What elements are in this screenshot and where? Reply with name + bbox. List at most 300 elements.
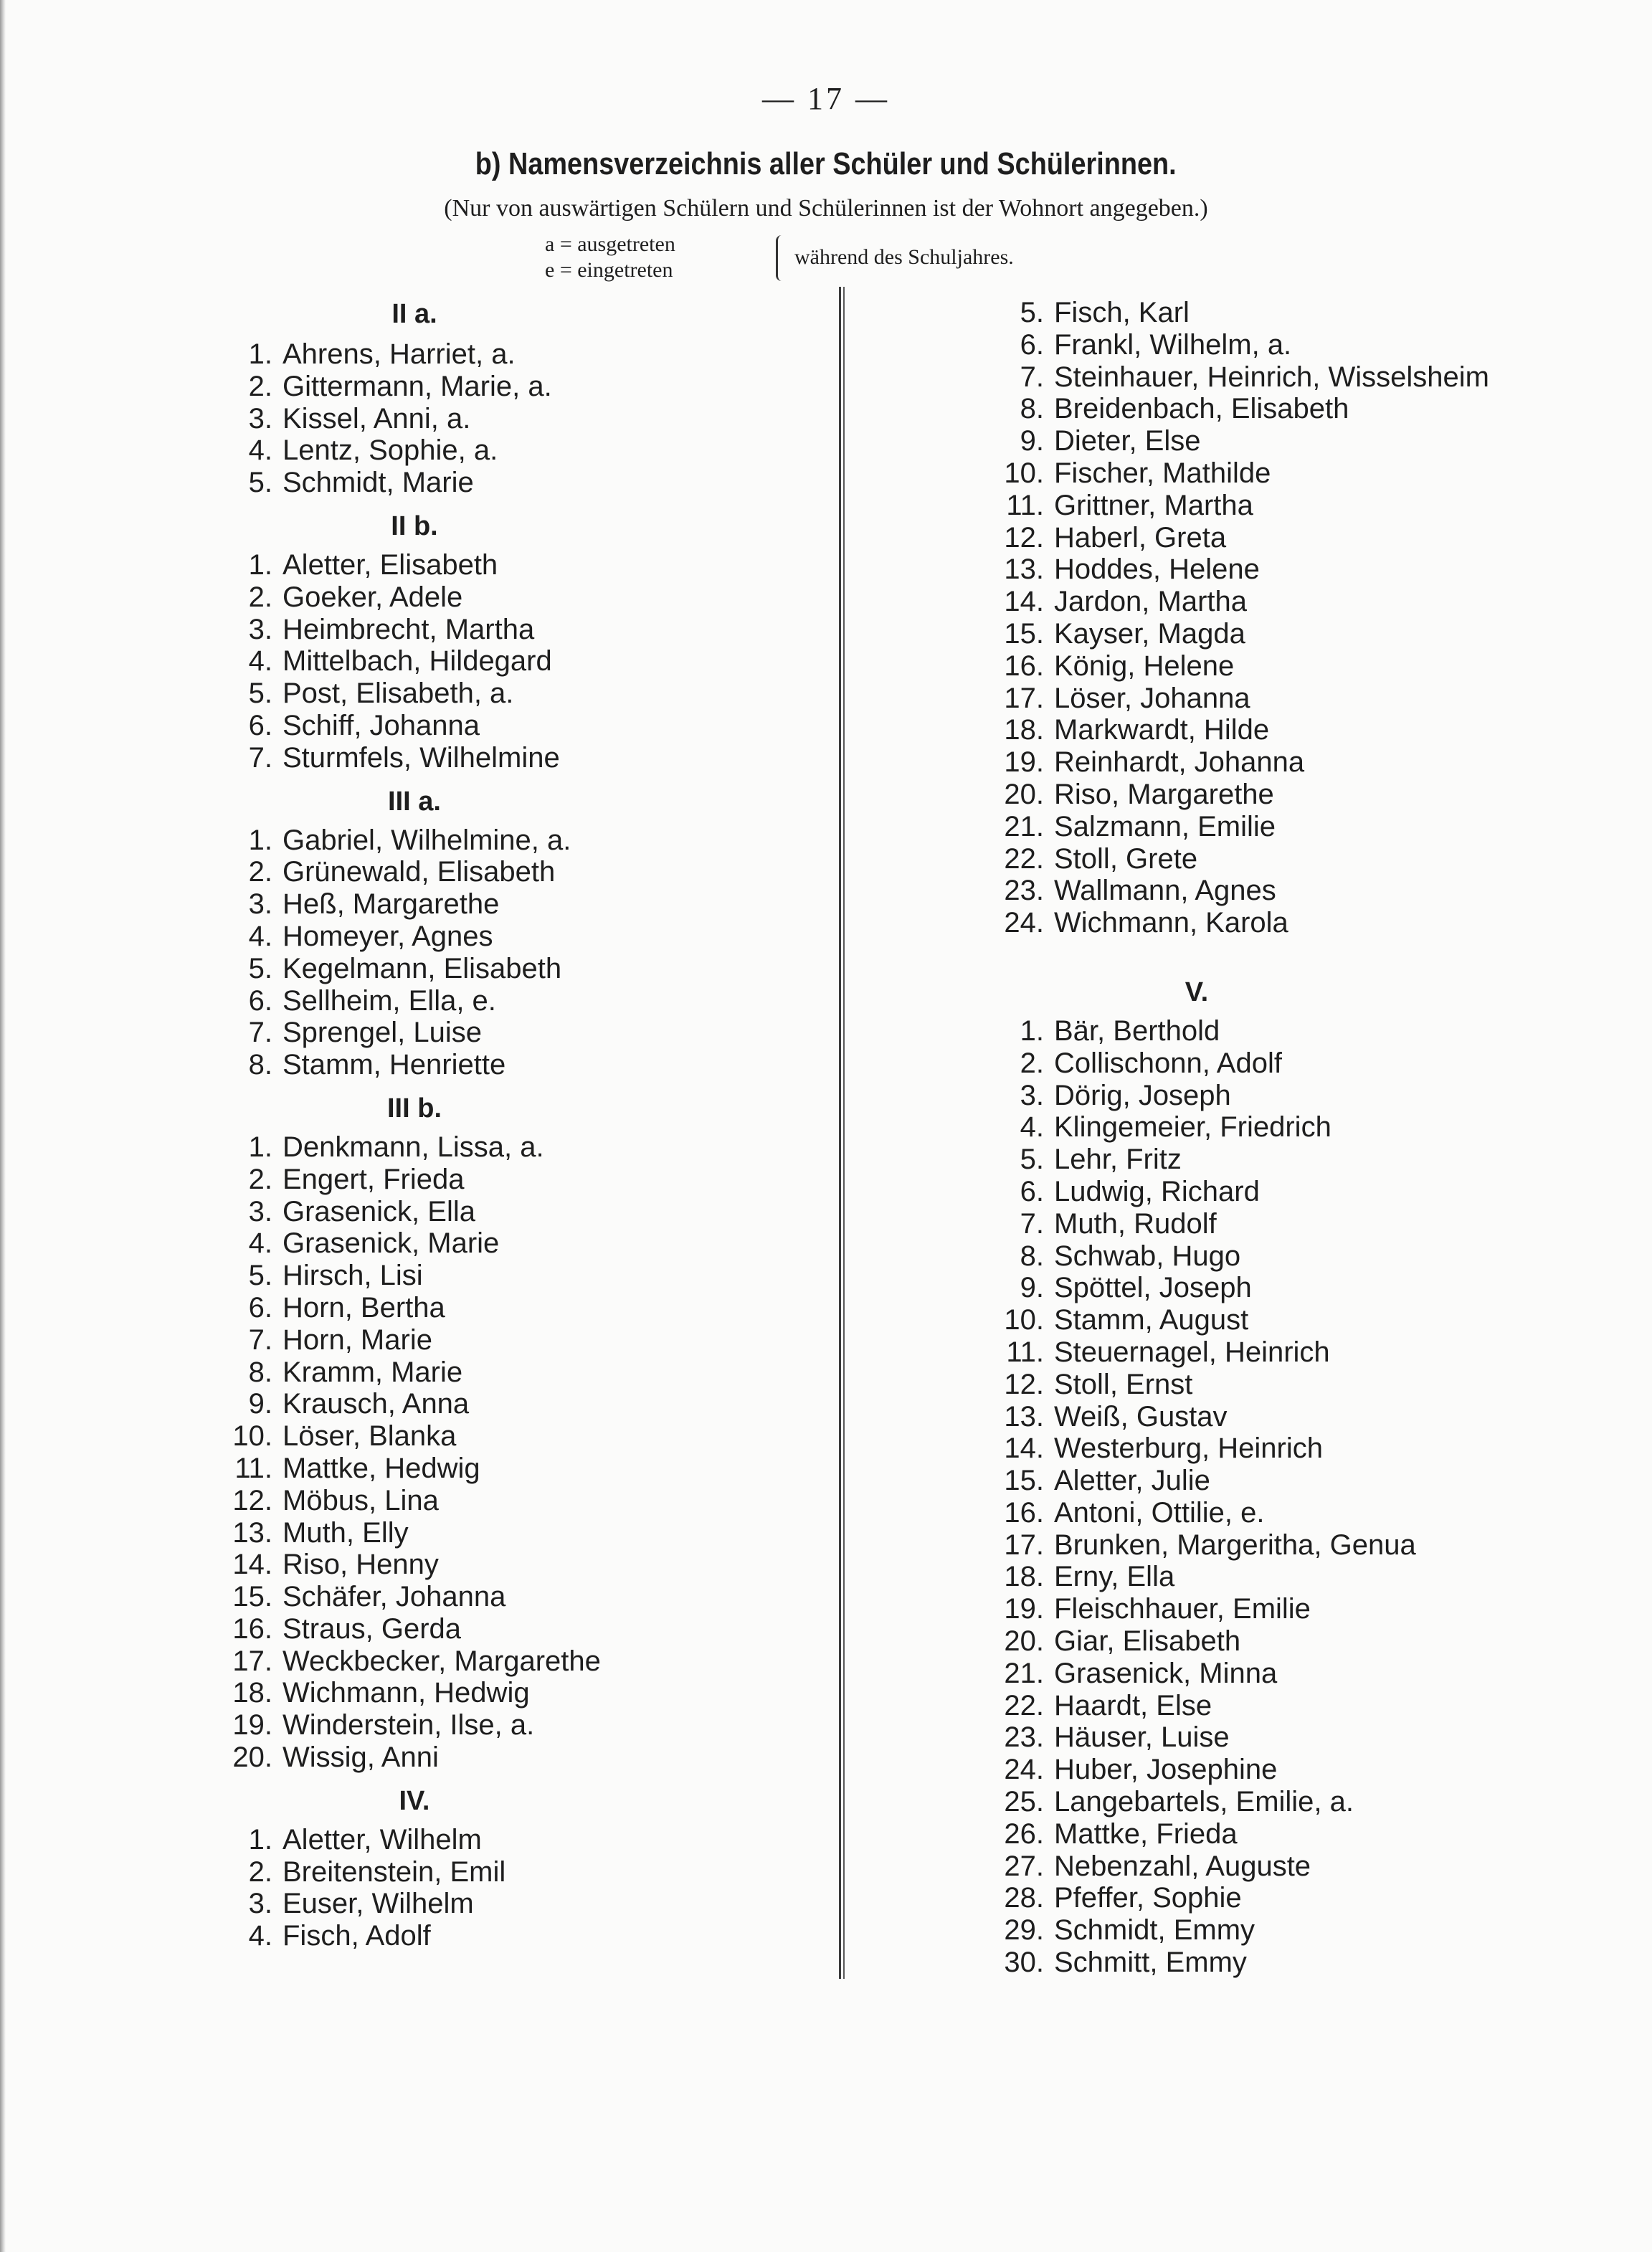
list-item [228, 1453, 816, 1485]
entry-name: Wichmann, Hedwig [283, 1677, 530, 1709]
entry-name: Kramm, Marie [283, 1356, 463, 1388]
entry-number: 5. [248, 678, 272, 710]
entry-number: 27. [1004, 1850, 1044, 1882]
entry-name: Engert, Frieda [283, 1163, 465, 1195]
entry-number: 22. [1004, 1689, 1044, 1721]
list-item [228, 614, 816, 646]
entry-name: Erny, Ella [1054, 1561, 1175, 1593]
entry-number: 4. [248, 645, 272, 678]
entry-number: 13. [232, 1516, 272, 1549]
entry-number: 5. [248, 1260, 272, 1292]
entry-name: Bär, Berthold [1054, 1015, 1220, 1047]
list-item [992, 522, 1638, 554]
list-item [228, 856, 816, 888]
entry-number: 23. [1004, 875, 1044, 907]
entry-name: Breidenbach, Elisabeth [1054, 393, 1349, 425]
entry-name: Häuser, Luise [1054, 1721, 1230, 1754]
entry-number: 6. [248, 984, 272, 1017]
page-left-edge [0, 0, 6, 2252]
list-item [992, 1882, 1638, 1914]
entry-number: 12. [1004, 1368, 1044, 1400]
entry-name: Westerburg, Heinrich [1054, 1433, 1323, 1465]
entry-name: Hirsch, Lisi [283, 1260, 423, 1292]
legend-eingetreten: e = eingetreten [545, 258, 673, 282]
list-item [992, 875, 1638, 907]
entry-name: Frankl, Wilhelm, a. [1054, 328, 1292, 361]
entry-name: Antoni, Ottilie, e. [1054, 1496, 1265, 1529]
entry-number: 3. [248, 1888, 272, 1920]
entry-number: 17. [1004, 1529, 1044, 1561]
list-item [228, 888, 816, 921]
entry-number: 16. [232, 1612, 272, 1645]
entry-name: Aletter, Wilhelm [283, 1823, 482, 1856]
list-item [228, 1260, 816, 1292]
entry-name: Horn, Marie [283, 1324, 432, 1356]
entry-number: 11. [1006, 1336, 1044, 1368]
entry-name: Mittelbach, Hildegard [283, 645, 552, 678]
entry-number: 25. [1004, 1786, 1044, 1818]
list-item [992, 1850, 1638, 1883]
list-item [992, 618, 1638, 650]
entry-number: 6. [248, 709, 272, 741]
list-item [992, 554, 1638, 586]
list-item [228, 825, 816, 857]
entry-number: 10. [1004, 457, 1044, 489]
list-item [228, 1227, 816, 1260]
entry-number: 19. [232, 1709, 272, 1742]
entry-name: Dörig, Joseph [1054, 1079, 1231, 1111]
entry-number: 23. [1004, 1721, 1044, 1754]
class-heading: II a. [391, 299, 437, 329]
list-item [228, 1164, 816, 1196]
entry-name: Denkmann, Lissa, a. [283, 1131, 544, 1163]
entry-name: Wichmann, Karola [1054, 907, 1288, 939]
list-item [992, 1947, 1638, 1979]
list-item [992, 1754, 1638, 1786]
entry-number: 2. [248, 370, 272, 402]
entry-number: 5. [248, 952, 272, 984]
entry-name: Riso, Margarethe [1054, 778, 1274, 810]
list-item [228, 403, 816, 435]
list-item [992, 1272, 1638, 1304]
entry-number: 26. [1004, 1818, 1044, 1850]
entry-name: Stoll, Grete [1054, 842, 1198, 875]
list-item [228, 1856, 816, 1888]
list-item [992, 1529, 1638, 1562]
entry-number: 20. [1004, 778, 1044, 810]
list-item [228, 581, 816, 614]
entry-number: 18. [232, 1677, 272, 1709]
entry-number: 2. [248, 581, 272, 613]
entry-number: 18. [1004, 714, 1044, 746]
list-item [228, 1581, 816, 1613]
list-item [992, 457, 1638, 490]
entry-name: Aletter, Julie [1054, 1465, 1210, 1497]
entry-name: Schwab, Hugo [1054, 1240, 1241, 1272]
list-item [992, 843, 1638, 875]
entry-number: 1. [248, 1131, 272, 1163]
entry-name: Haardt, Else [1054, 1689, 1212, 1721]
entry-number: 15. [1004, 617, 1044, 650]
list-item [992, 1176, 1638, 1208]
list-item [992, 329, 1638, 361]
entry-number: 2. [1020, 1047, 1044, 1079]
list-item [992, 1786, 1638, 1818]
list-item [228, 1196, 816, 1228]
list-item [228, 1824, 816, 1856]
list-item [992, 361, 1638, 394]
entry-number: 30. [1004, 1947, 1044, 1979]
list-item [992, 1818, 1638, 1850]
entry-name: Wallmann, Agnes [1054, 875, 1276, 907]
entry-name: Heß, Margarethe [283, 888, 500, 921]
entry-number: 7. [248, 741, 272, 774]
class-heading: III a. [388, 786, 441, 817]
entry-number: 18. [1004, 1561, 1044, 1593]
list-item [228, 1742, 816, 1774]
entry-name: Schiff, Johanna [283, 709, 480, 741]
list-item [992, 1047, 1638, 1080]
entry-name: Stamm, Henriette [283, 1049, 506, 1081]
entry-name: Muth, Elly [283, 1516, 409, 1549]
entry-number: 2. [248, 1856, 272, 1888]
list-item [992, 1336, 1638, 1369]
list-item [992, 683, 1638, 715]
entry-name: Gittermann, Marie, a. [283, 370, 552, 402]
entry-number: 5. [248, 467, 272, 499]
list-item [228, 742, 816, 774]
entry-name: Fischer, Mathilde [1054, 457, 1271, 489]
entry-name: Euser, Wilhelm [283, 1888, 474, 1920]
entry-number: 4. [248, 920, 272, 952]
list-item [228, 1388, 816, 1420]
list-item [992, 1080, 1638, 1112]
entry-number: 1. [248, 548, 272, 581]
entry-name: Lehr, Fritz [1054, 1144, 1182, 1176]
list-item [228, 1324, 816, 1357]
entry-name: Löser, Johanna [1054, 682, 1250, 714]
list-item [992, 714, 1638, 746]
entry-name: Straus, Gerda [283, 1612, 462, 1645]
residence-note: (Nur von auswärtigen Schülern und Schülerinnen ist der Wohnort angegeben.) [444, 195, 1208, 222]
entry-name: Pfeffer, Sophie [1054, 1882, 1242, 1914]
entry-number: 8. [248, 1356, 272, 1388]
entry-name: Grasenick, Marie [283, 1227, 500, 1260]
list-item [228, 549, 816, 581]
entry-number: 16. [1004, 650, 1044, 682]
entry-number: 1. [248, 824, 272, 856]
list-item [992, 907, 1638, 939]
legend-brace-text: während des Schuljahres. [794, 245, 1014, 269]
left-column [228, 297, 816, 1952]
list-item [228, 678, 816, 710]
entry-name: Heimbrecht, Martha [283, 613, 535, 645]
entry-name: Winderstein, Ilse, a. [283, 1709, 535, 1742]
entry-name: Reinhardt, Johanna [1054, 746, 1305, 779]
list-item [992, 811, 1638, 843]
entry-name: Kissel, Anni, a. [283, 402, 471, 434]
entry-name: Goeker, Adele [283, 581, 463, 613]
entry-number: 19. [1004, 1593, 1044, 1625]
list-item [228, 1131, 816, 1164]
entry-name: Möbus, Lina [283, 1484, 439, 1516]
list-item [228, 467, 816, 499]
entry-number: 9. [1020, 1272, 1044, 1304]
entry-number: 2. [248, 856, 272, 888]
list-item [992, 1144, 1638, 1176]
list-item [992, 1208, 1638, 1240]
list-item [228, 1645, 816, 1678]
list-item [992, 1304, 1638, 1336]
entry-name: Schmidt, Marie [283, 467, 474, 499]
entry-name: Weiß, Gustav [1054, 1400, 1228, 1433]
entry-number: 7. [1020, 361, 1044, 393]
entry-name: Klingemeier, Friedrich [1054, 1111, 1331, 1144]
entry-number: 16. [1004, 1496, 1044, 1529]
entry-number: 21. [1004, 810, 1044, 842]
entry-name: Grünewald, Elisabeth [283, 856, 556, 888]
entry-number: 29. [1004, 1914, 1044, 1947]
entry-number: 17. [232, 1645, 272, 1677]
entry-name: Wissig, Anni [283, 1742, 439, 1774]
entry-name: Gabriel, Wilhelmine, a. [283, 824, 571, 856]
entry-number: 1. [248, 338, 272, 370]
entry-number: 9. [1020, 425, 1044, 457]
entry-number: 8. [1020, 1240, 1044, 1272]
list-item [228, 1517, 816, 1549]
list-item [992, 1625, 1638, 1658]
entry-number: 7. [248, 1017, 272, 1049]
entry-name: Muth, Rudolf [1054, 1207, 1217, 1240]
entry-number: 19. [1004, 746, 1044, 779]
entry-number: 2. [248, 1163, 272, 1195]
entry-name: Nebenzahl, Auguste [1054, 1850, 1311, 1882]
column-divider [839, 287, 845, 1979]
entry-name: Jardon, Martha [1054, 586, 1248, 618]
class-heading: V. [1185, 977, 1209, 1007]
list-item [992, 297, 1638, 329]
entry-number: 11. [1006, 489, 1044, 521]
entry-number: 3. [1020, 1079, 1044, 1111]
entry-name: Salzmann, Emilie [1054, 810, 1276, 842]
entry-name: Giar, Elisabeth [1054, 1625, 1241, 1658]
entry-name: Kegelmann, Elisabeth [283, 952, 562, 984]
entry-number: 11. [234, 1452, 272, 1484]
entry-number: 6. [1020, 1175, 1044, 1207]
list-item [992, 1593, 1638, 1625]
entry-name: Weckbecker, Margarethe [283, 1645, 601, 1677]
entry-number: 3. [248, 1195, 272, 1227]
list-item [228, 1292, 816, 1324]
entry-number: 10. [232, 1420, 272, 1453]
legend-brace [776, 235, 785, 281]
entry-number: 7. [248, 1324, 272, 1356]
entry-number: 15. [232, 1581, 272, 1613]
entry-name: Aletter, Elisabeth [283, 548, 498, 581]
class-heading: III b. [387, 1093, 442, 1123]
entry-number: 14. [1004, 586, 1044, 618]
entry-name: Steuernagel, Heinrich [1054, 1336, 1330, 1368]
entry-name: Collischonn, Adolf [1054, 1047, 1282, 1079]
list-item [992, 1015, 1638, 1047]
list-item [228, 1613, 816, 1645]
list-item [992, 425, 1638, 457]
list-item [992, 1369, 1638, 1401]
list-item [992, 1401, 1638, 1433]
list-item [228, 1357, 816, 1389]
list-item [992, 586, 1638, 618]
entry-number: 15. [1004, 1465, 1044, 1497]
entry-name: Löser, Blanka [283, 1420, 457, 1453]
entry-number: 13. [1004, 1400, 1044, 1433]
entry-number: 14. [1004, 1433, 1044, 1465]
entry-name: Markwardt, Hilde [1054, 714, 1270, 746]
entry-name: Hoddes, Helene [1054, 554, 1260, 586]
entry-name: Langebartels, Emilie, a. [1054, 1786, 1354, 1818]
entry-name: Haberl, Greta [1054, 521, 1227, 554]
entry-number: 6. [248, 1291, 272, 1324]
list-item [992, 746, 1638, 779]
entry-number: 14. [232, 1549, 272, 1581]
list-item [228, 434, 816, 467]
list-item [992, 779, 1638, 811]
list-item [992, 393, 1638, 425]
class-heading: IV. [399, 1785, 430, 1816]
entry-name: Schmidt, Emmy [1054, 1914, 1255, 1947]
entry-name: Riso, Henny [283, 1549, 439, 1581]
list-item [992, 1690, 1638, 1722]
entry-number: 20. [1004, 1625, 1044, 1658]
list-item [992, 490, 1638, 522]
list-item [992, 1497, 1638, 1529]
list-item [992, 1561, 1638, 1593]
entry-number: 10. [1004, 1304, 1044, 1336]
entry-name: Sprengel, Luise [283, 1017, 482, 1049]
list-item [228, 710, 816, 742]
entry-number: 4. [248, 434, 272, 467]
entry-number: 3. [248, 613, 272, 645]
entry-name: Fisch, Adolf [283, 1920, 431, 1952]
list-item [228, 1420, 816, 1453]
list-item [228, 338, 816, 371]
list-item [992, 1465, 1638, 1497]
entry-number: 12. [232, 1484, 272, 1516]
entry-name: Schmitt, Emmy [1054, 1947, 1247, 1979]
right-column [992, 297, 1638, 1979]
entry-name: Ahrens, Harriet, a. [283, 338, 516, 370]
entry-number: 22. [1004, 842, 1044, 875]
list-item [992, 1914, 1638, 1947]
entry-number: 5. [1020, 297, 1044, 328]
entry-number: 9. [248, 1388, 272, 1420]
entry-name: Stoll, Ernst [1054, 1368, 1193, 1400]
entry-name: Sturmfels, Wilhelmine [283, 741, 560, 774]
entry-name: Stamm, August [1054, 1304, 1249, 1336]
list-item [228, 371, 816, 403]
list-item [992, 1433, 1638, 1465]
entry-number: 28. [1004, 1882, 1044, 1914]
entry-name: Grasenick, Ella [283, 1195, 475, 1227]
entry-number: 4. [248, 1227, 272, 1260]
entry-number: 6. [1020, 328, 1044, 361]
list-item [992, 1111, 1638, 1144]
list-item [992, 1658, 1638, 1690]
entry-number: 13. [1004, 554, 1044, 586]
entry-number: 21. [1004, 1657, 1044, 1689]
list-item [228, 921, 816, 953]
list-item [228, 1920, 816, 1952]
entry-name: Krausch, Anna [283, 1388, 470, 1420]
entry-name: Kayser, Magda [1054, 617, 1245, 650]
entry-name: Grasenick, Minna [1054, 1657, 1278, 1689]
list-item [992, 1240, 1638, 1273]
list-item [228, 1485, 816, 1517]
list-item [992, 1721, 1638, 1754]
entry-name: Grittner, Martha [1054, 489, 1253, 521]
list-item [228, 1709, 816, 1742]
entry-name: Sellheim, Ella, e. [283, 984, 496, 1017]
page-number: — 17 — [762, 81, 890, 116]
entry-name: Homeyer, Agnes [283, 920, 493, 952]
entry-number: 5. [1020, 1144, 1044, 1176]
page-title: b) Namensverzeichnis aller Schüler und Schülerinnen. [475, 146, 1177, 181]
entry-name: König, Helene [1054, 650, 1235, 682]
entry-name: Horn, Bertha [283, 1291, 445, 1324]
list-item [228, 1677, 816, 1709]
entry-number: 4. [1020, 1111, 1044, 1144]
entry-name: Steinhauer, Heinrich, Wisselsheim [1054, 361, 1489, 393]
entry-name: Fisch, Karl [1054, 297, 1190, 328]
entry-name: Dieter, Else [1054, 425, 1201, 457]
entry-number: 1. [248, 1823, 272, 1856]
entry-name: Mattke, Frieda [1054, 1818, 1238, 1850]
entry-number: 17. [1004, 682, 1044, 714]
entry-number: 7. [1020, 1207, 1044, 1240]
entry-name: Mattke, Hedwig [283, 1452, 480, 1484]
entry-number: 4. [248, 1920, 272, 1952]
entry-number: 8. [248, 1049, 272, 1081]
entry-name: Breitenstein, Emil [283, 1856, 506, 1888]
entry-name: Fleischhauer, Emilie [1054, 1593, 1311, 1625]
list-item [992, 650, 1638, 683]
list-item [228, 1888, 816, 1920]
entry-number: 12. [1004, 521, 1044, 554]
legend-ausgetreten: a = ausgetreten [545, 232, 675, 256]
entry-name: Schäfer, Johanna [283, 1581, 506, 1613]
list-item [228, 953, 816, 985]
entry-number: 20. [232, 1742, 272, 1774]
entry-number: 8. [1020, 393, 1044, 425]
list-item [228, 985, 816, 1017]
entry-number: 1. [1020, 1015, 1044, 1047]
entry-name: Post, Elisabeth, a. [283, 678, 514, 710]
entry-name: Huber, Josephine [1054, 1754, 1278, 1786]
class-heading: II b. [391, 510, 438, 541]
entry-name: Brunken, Margeritha, Genua [1054, 1529, 1416, 1561]
list-item [228, 1549, 816, 1581]
entry-number: 3. [248, 402, 272, 434]
entry-number: 24. [1004, 1754, 1044, 1786]
entry-number: 3. [248, 888, 272, 921]
entry-name: Lentz, Sophie, a. [283, 434, 498, 467]
list-item [228, 645, 816, 678]
list-item [228, 1049, 816, 1081]
section-gap [992, 939, 1638, 965]
entry-name: Spöttel, Joseph [1054, 1272, 1252, 1304]
list-item [228, 1017, 816, 1049]
entry-number: 24. [1004, 907, 1044, 939]
entry-name: Ludwig, Richard [1054, 1175, 1260, 1207]
